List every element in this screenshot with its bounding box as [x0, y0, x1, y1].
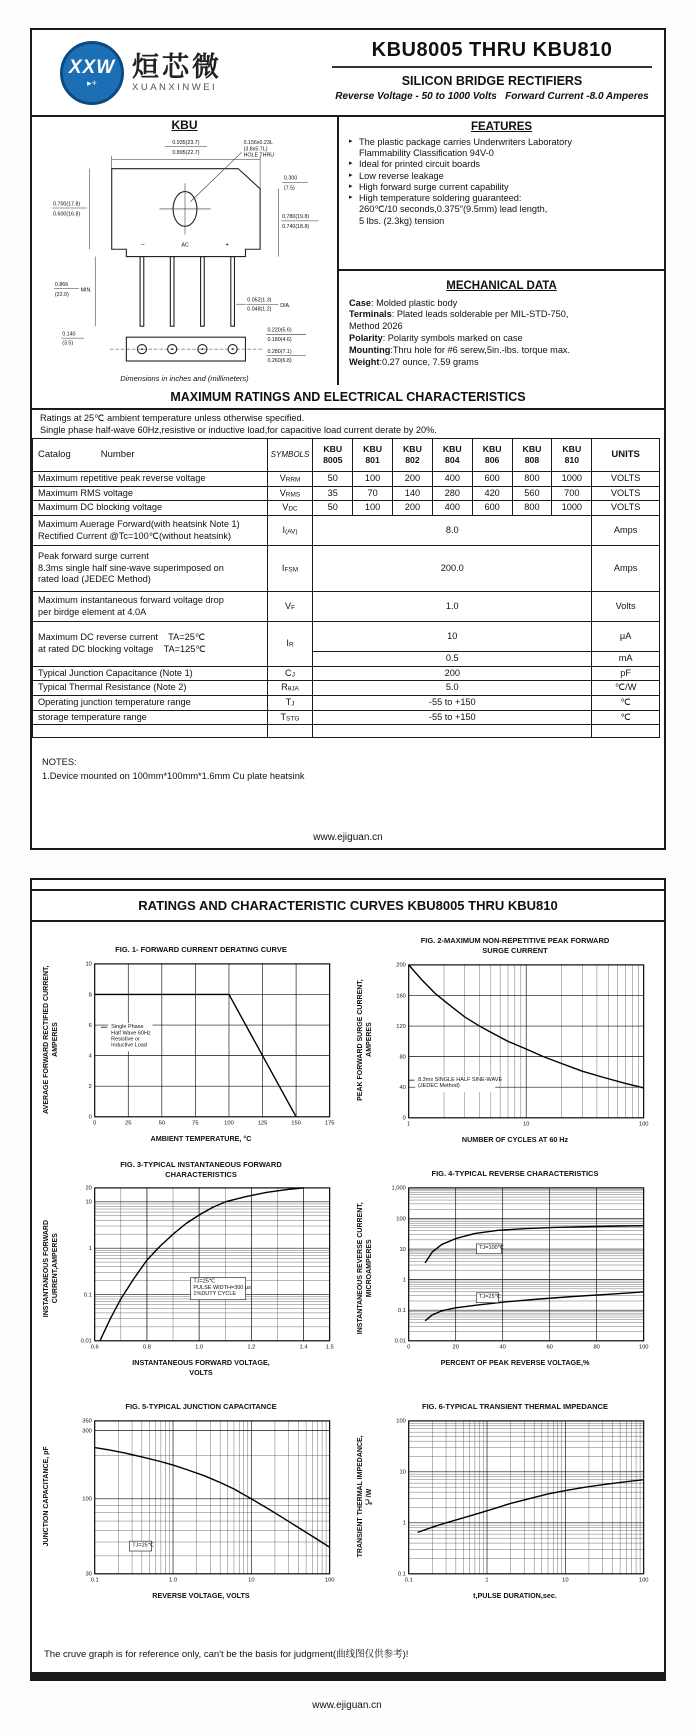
fig3-annotation: 1%DUTY CYCLE: [193, 1291, 237, 1298]
svg-text:10: 10: [399, 1246, 406, 1253]
svg-text:10: 10: [248, 1577, 255, 1584]
table-row: storage temperature range $T_{STG}$ -55 to +150 ℃: [33, 710, 660, 725]
svg-text:125: 125: [257, 1120, 268, 1127]
datasheet-page-1: [30, 28, 666, 850]
package-name: KBU: [171, 118, 198, 132]
bullet-icon: ▸: [349, 171, 353, 179]
package-outline-section: [32, 115, 339, 385]
svg-text:1: 1: [402, 1520, 406, 1527]
svg-text:1.2: 1.2: [247, 1344, 256, 1351]
svg-text:30: 30: [85, 1571, 92, 1578]
svg-text:100: 100: [638, 1577, 649, 1584]
fig4-title: FIG. 4-TYPICAL REVERSE CHARACTERISTICS: [431, 1169, 599, 1179]
fig6-curve: [418, 1480, 644, 1533]
svg-text:160: 160: [396, 992, 406, 999]
svg-text:10: 10: [399, 1469, 406, 1476]
fig3-plot: [63, 1181, 339, 1357]
bullet-icon: ▸: [349, 138, 353, 145]
notes-title: NOTES:: [42, 757, 77, 767]
feature-item: [349, 193, 654, 227]
fig5-curve: [95, 1448, 330, 1548]
svg-text:120: 120: [396, 1023, 406, 1030]
fig5-title: FIG. 5-TYPICAL JUNCTION CAPACITANCE: [125, 1402, 277, 1412]
fig4-annotation: TJ=100℃: [479, 1244, 504, 1251]
svg-text:0.01: 0.01: [394, 1338, 406, 1345]
mechanical-data-item: Mounting:Thru hole for #6 serew,5in.-lbs. torque max.: [349, 344, 571, 355]
svg-text:1: 1: [485, 1577, 489, 1584]
svg-text:0.6: 0.6: [90, 1344, 99, 1351]
fig2: [348, 936, 662, 1144]
svg-text:40: 40: [399, 1084, 406, 1091]
reference-disclaimer: The cruve graph is for reference only, can't be the basis for judgment(曲线图仅供参考)!: [44, 1649, 409, 1660]
brand-name-en: XUANXINWEI: [132, 82, 218, 94]
fig3-annotation: PULSE WIDTH=300 μs: [193, 1285, 251, 1292]
svg-text:0: 0: [88, 1114, 92, 1121]
package-and-features: [32, 115, 664, 385]
fig1-y-axis-label: AVERAGE FORWARD RECTIFIED CURRENT, AMPERES: [43, 965, 59, 1115]
logo-monogram: XXW: [68, 57, 116, 78]
svg-text:1: 1: [402, 1277, 406, 1284]
svg-text:80: 80: [593, 1344, 600, 1351]
dim-right-height-max: 0.780(19.8): [281, 214, 309, 221]
feature-text: Ideal for printed circuit boards: [359, 159, 481, 170]
package-front-view: [111, 169, 259, 327]
fig3-y-axis-label: INSTANTANEOUS FORWARD CURRENT,AMPERES: [43, 1219, 59, 1318]
package-dimensions: [52, 140, 319, 364]
table-header-row: Catalog Number SYMBOLS KBU 8005 KBU 801 KBU 802 KBU 804 KBU 806 KBU 808 KBU 810 UNITS: [33, 439, 660, 472]
polarity-minus-label: −: [140, 241, 145, 249]
svg-text:200: 200: [396, 962, 406, 969]
fig6-plot: [377, 1414, 653, 1590]
svg-text:1.0: 1.0: [169, 1577, 178, 1584]
table-row: Maximum repetitive peak reverse voltage $V_{RRM}$ 50 100 200 400 600 800 1000 VOLTS: [33, 472, 660, 487]
svg-text:1.0: 1.0: [195, 1344, 204, 1351]
features-list: [349, 137, 654, 227]
fig3-title: FIG. 3-TYPICAL INSTANTANEOUS FORWARD CHARACTERISTICS: [120, 1159, 282, 1179]
dim-lead-length-mm: (22.0): [54, 291, 69, 298]
dim-hole-size: 0.156x0.23L: [243, 139, 273, 146]
svg-text:350: 350: [82, 1418, 92, 1425]
dimensions-caption: Dimensions in inches and (millimeters): [120, 374, 249, 383]
package-bottom-view: [109, 337, 263, 361]
dim-bottom-height-min: 0.260(6.8): [266, 357, 292, 364]
svg-text:100: 100: [396, 1418, 406, 1425]
mechanical-data-list: [349, 298, 654, 369]
dim-body-height-max: 0.700(17.8): [52, 201, 80, 208]
device-column-header: KBU 802: [393, 439, 433, 472]
svg-text:100: 100: [224, 1120, 234, 1127]
fig1-x-axis-label: AMBIENT TEMPERATURE, °C: [150, 1134, 252, 1143]
fig6-title: FIG. 6-TYPICAL TRANSIENT THERMAL IMPEDANCE: [422, 1402, 608, 1412]
feature-text: High forward surge current capability: [359, 181, 509, 192]
fig3-annotation: TJ=25℃: [193, 1279, 216, 1286]
curves-section-title: RATINGS AND CHARACTERISTIC CURVES KBU8005 THRU KBU810: [32, 889, 664, 922]
device-column-header: KBU 801: [353, 439, 393, 472]
fig6: [348, 1393, 662, 1600]
dim-top-width-min: 0.895(22.7): [171, 149, 199, 156]
features-mechanical-column: [339, 115, 664, 385]
dim-body-height-min: 0.600(16.8): [52, 211, 80, 218]
dim-hole-note: HOLE THRU: [243, 152, 274, 159]
svg-text:0.1: 0.1: [397, 1307, 406, 1314]
device-column-header: KBU 804: [432, 439, 472, 472]
dim-lead-pitch-min: 0.180(4.6): [266, 336, 292, 343]
svg-text:50: 50: [158, 1120, 166, 1127]
device-column-header: KBU 8005: [313, 439, 353, 472]
svg-text:0: 0: [402, 1115, 406, 1122]
svg-text:6: 6: [88, 1022, 92, 1029]
feature-item: [349, 159, 654, 170]
mechanical-data-item: Weight:0.27 ounce, 7.59 grams: [349, 356, 479, 367]
svg-text:300: 300: [82, 1428, 92, 1435]
fig4-curve: [425, 1226, 644, 1263]
dim-lead-length-min-note: MIN.: [80, 287, 92, 294]
svg-text:10: 10: [562, 1577, 569, 1584]
polarity-plus-label: +: [224, 241, 229, 249]
table-row: 0.5 mA: [33, 652, 660, 667]
fig2-annotation: 8.3ms SINGLE HALF SINE-WAVE: [418, 1076, 503, 1083]
svg-text:100: 100: [324, 1577, 335, 1584]
fig2-annotation: (JEDEC Method): [418, 1082, 460, 1089]
package-drawing: [47, 132, 323, 372]
dim-lead-dia-max: 0.052(1.3): [246, 297, 271, 304]
dim-lead-pitch-max: 0.220(5.6): [266, 327, 292, 334]
dim-seat-height: 0.140: [61, 331, 76, 338]
svg-text:1.5: 1.5: [325, 1344, 334, 1351]
svg-text:10: 10: [522, 1120, 530, 1127]
brand-name-cn: 烜芯微: [132, 51, 222, 82]
fig1-annotation: Half Wave 60Hz: [111, 1030, 151, 1037]
mechanical-data-section: [339, 271, 664, 368]
svg-text:10: 10: [85, 1200, 92, 1207]
svg-text:1,000: 1,000: [391, 1185, 406, 1192]
fig5-plot: [63, 1414, 339, 1590]
svg-text:175: 175: [324, 1120, 335, 1127]
page-header: [32, 30, 664, 117]
table-row: Peak forward surge current 8.3ms single half sine-wave superimposed on rated load (JEDEC Method) $I_{FSM}$ 200.0 Amps: [33, 546, 660, 592]
svg-text:100: 100: [638, 1344, 649, 1351]
fig4-plot: [377, 1181, 653, 1357]
svg-text:20: 20: [452, 1344, 459, 1351]
svg-text:0.01: 0.01: [80, 1339, 92, 1346]
fig4-annotation: TJ=25℃: [479, 1293, 501, 1300]
device-column-header: KBU 806: [472, 439, 512, 472]
fig1-annotation: Single Phase: [111, 1024, 144, 1031]
fig1: [34, 936, 348, 1144]
ratings-summary: Reverse Voltage - 50 to 1000 Volts Forward Current -8.0 Amperes: [335, 91, 649, 102]
svg-text:0.1: 0.1: [397, 1571, 406, 1578]
svg-text:0.1: 0.1: [83, 1292, 92, 1299]
site-url[interactable]: www.ejiguan.cn: [313, 832, 383, 843]
ratings-condition-line: Ratings at 25℃ ambient temperature unless otherwise specified.: [40, 413, 305, 423]
note-line: 1.Device mounted on 100mm*100mm*1.6mm Cu plate heatsink: [42, 770, 305, 781]
site-url[interactable]: www.ejiguan.cn: [312, 1700, 382, 1711]
diode-icon: ▸+: [87, 78, 97, 88]
device-column-header: KBU 808: [512, 439, 552, 472]
fig2-x-axis-label: NUMBER OF CYCLES AT 60 Hz: [461, 1134, 569, 1144]
mechanical-data-item: Case: Molded plastic body: [349, 297, 458, 308]
ratings-conditions: [32, 410, 664, 439]
fig1-title: FIG. 1- FORWARD CURRENT DERATING CURVE: [115, 945, 287, 955]
svg-text:100: 100: [638, 1120, 649, 1127]
fig4: [348, 1160, 662, 1377]
dim-lead-dia-min: 0.048(1.2): [246, 306, 271, 313]
dim-seat-height-mm: (3.5): [61, 340, 73, 347]
svg-text:1: 1: [88, 1246, 92, 1253]
device-type: SILICON BRIDGE RECTIFIERS: [401, 74, 583, 88]
svg-text:0: 0: [407, 1344, 411, 1351]
feature-text: The plastic package carries Underwriters Laboratory Flammability Classification 94V-0: [359, 137, 572, 159]
table-row: Maximum RMS voltage $V_{RMS}$ 35 70 140 280 420 560 700 VOLTS: [33, 486, 660, 501]
device-column-header: KBU 810: [552, 439, 592, 472]
table-row: Maximum DC reverse current TA=25℃ at rated DC blocking voltage TA=125℃ $I_R$ 10 μA: [33, 622, 660, 652]
fig4-curve: [425, 1292, 644, 1321]
fig3: [34, 1160, 348, 1377]
table-row: Maximum Auerage Forward(with heatsink Note 1) Rectified Current @Tc=100℃(without heatsink) $I_{(AV)}$ 8.0 Amps: [33, 516, 660, 546]
ratings-section-title: MAXIMUM RATINGS AND ELECTRICAL CHARACTERISTICS: [32, 387, 664, 410]
fig3-x-axis-label: INSTANTANEOUS FORWARD VOLTAGE, VOLTS: [132, 1358, 270, 1377]
svg-text:1.4: 1.4: [299, 1344, 308, 1351]
ratings-table: [32, 438, 660, 738]
fig5: [34, 1393, 348, 1600]
table-row: Maximum DC blocking voltage $V_{DC}$ 50 100 200 400 600 800 1000 VOLTS: [33, 501, 660, 516]
mechanical-data-item: Method 2026: [349, 321, 403, 332]
fig4-y-axis-label: INSTANTANEOUS REVERSE CURRENT, MICROAMPERES: [357, 1202, 373, 1335]
svg-text:2: 2: [88, 1084, 92, 1091]
brand-logo: [60, 41, 222, 105]
title-block: [332, 39, 652, 102]
mechanical-data-item: Terminals: Plated leads solderable per MIL-STD-750,: [349, 309, 569, 320]
fig4-x-axis-label: PERCENT OF PEAK REVERSE VOLTAGE,%: [440, 1357, 590, 1367]
dim-top-width-max: 0.935(23.7): [171, 139, 199, 146]
fig6-y-axis-label: TRANSIENT THERMAL IMPEDANCE, ℃/W: [357, 1435, 373, 1558]
fig1-annotation: Resistive or: [111, 1036, 140, 1043]
svg-text:4: 4: [88, 1053, 92, 1060]
fig2-plot: [377, 958, 653, 1134]
bullet-icon: ▸: [349, 182, 353, 190]
svg-text:1: 1: [407, 1120, 411, 1127]
bullet-icon: ▸: [349, 160, 353, 168]
svg-text:75: 75: [192, 1120, 199, 1127]
svg-text:0: 0: [93, 1120, 97, 1127]
dim-lead-dia-note: DIA.: [279, 302, 291, 309]
feature-item: [349, 171, 654, 182]
features-section: [339, 115, 664, 271]
part-number-title: KBU8005 THRU KBU810: [332, 39, 652, 68]
table-row: Maximum instantaneous forward voltage drop per birdge element at 4.0A $V_F$ 1.0 Volts: [33, 592, 660, 622]
fig2-y-axis-label: PEAK FORWARD SURGE CURRENT, AMPERES: [357, 979, 373, 1101]
dim-bottom-height-max: 0.280(7.1): [266, 348, 292, 355]
svg-text:150: 150: [291, 1120, 301, 1127]
dim-right-height-min: 0.740(18.8): [281, 224, 309, 231]
feature-text: High temperature soldering guaranteed: 260℃/10 seconds,0.375″(9.5mm) lead length, 5 lbs. (2.3kg) tension: [359, 193, 548, 226]
characteristic-curves-grid: [32, 922, 664, 1600]
bullet-icon: ▸: [349, 194, 353, 202]
svg-text:80: 80: [399, 1053, 406, 1060]
mechanical-data-title: MECHANICAL DATA: [446, 280, 557, 292]
ratings-condition-line: Single phase half-wave 60Hz,resistive or inductive load,for capacitive load current derate by 20%.: [40, 424, 437, 435]
datasheet-page-2: [30, 878, 666, 1681]
table-row: Typical Junction Capacitance (Note 1) $C_J$ 200 pF: [33, 666, 660, 681]
dim-hole-size-mm: (3.8x5.7L): [243, 146, 267, 153]
dim-hole-offset-mm: (7.5): [283, 185, 295, 192]
svg-text:25: 25: [125, 1120, 132, 1127]
brand-names: [132, 53, 222, 93]
logo-mark-icon: [60, 41, 124, 105]
svg-text:10: 10: [85, 961, 92, 968]
fig1-annotation: Inductive Load: [111, 1042, 147, 1049]
feature-item: [349, 182, 654, 193]
polarity-ac-label: AC: [180, 242, 189, 249]
svg-text:8: 8: [88, 992, 92, 999]
notes-section: [32, 752, 664, 788]
svg-text:40: 40: [499, 1344, 506, 1351]
dim-lead-length: 0.866: [54, 281, 68, 288]
table-row: Typical Thermal Resistance (Note 2) $R_{\theta JA}$ 5.0 ℃/W: [33, 681, 660, 696]
dim-hole-offset: 0.300: [283, 175, 297, 182]
svg-text:0.1: 0.1: [404, 1577, 413, 1584]
mechanical-data-item: Polarity: Polarity symbols marked on case: [349, 333, 523, 344]
fig5-x-axis-label: REVERSE VOLTAGE, VOLTS: [152, 1591, 250, 1601]
fig3-curve: [100, 1188, 304, 1341]
svg-text:0.8: 0.8: [142, 1344, 151, 1351]
fig6-x-axis-label: t,PULSE DURATION,sec.: [473, 1591, 557, 1601]
svg-text:100: 100: [82, 1496, 92, 1503]
table-row: Operating junction temperature range $T_J$ -55 to +150 ℃: [33, 695, 660, 710]
table-spacer-row: [33, 725, 660, 738]
svg-text:20: 20: [85, 1186, 92, 1193]
svg-text:60: 60: [546, 1344, 553, 1351]
svg-text:0.1: 0.1: [90, 1577, 99, 1584]
fig1-plot: [63, 957, 339, 1133]
feature-item: [349, 137, 654, 159]
fig2-title: FIG. 2-MAXIMUM NON-REPETITIVE PEAK FORWARD SURGE CURRENT: [420, 936, 610, 955]
feature-text: Low reverse leakage: [359, 170, 444, 181]
features-title: FEATURES: [470, 121, 533, 133]
fig5-annotation: TJ=25℃: [132, 1542, 154, 1549]
fig5-y-axis-label: JUNCTION CAPACITANCE, pF: [43, 1446, 50, 1547]
svg-text:100: 100: [396, 1216, 406, 1223]
